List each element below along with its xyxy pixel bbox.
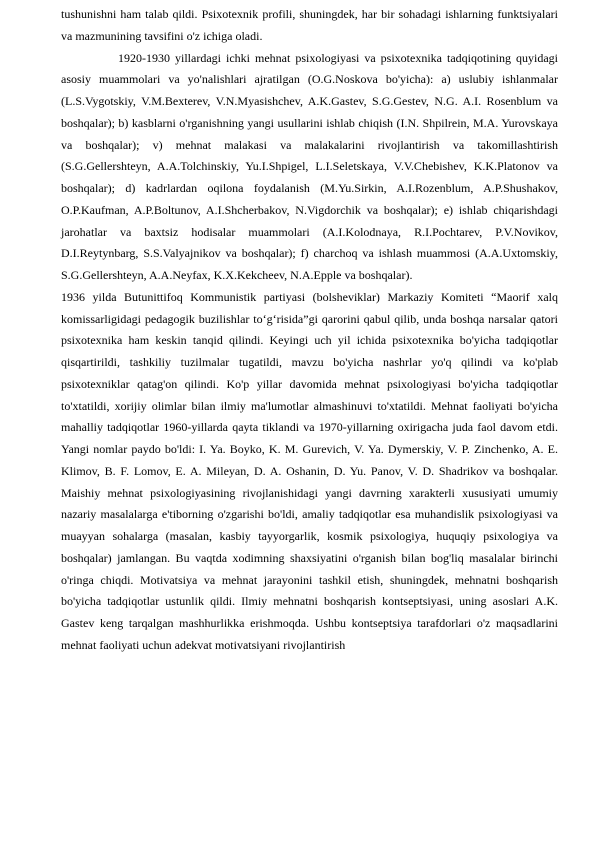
- paragraph-psychotechnic-profile: tushunishni ham talab qildi. Psixotexnik profili, shuningdek, har bir sohadagi ishlarning funktsiyalari va mazmunining tavsifini o'z ichiga oladi.: [61, 7, 558, 43]
- paragraph-history-1936: 1936 yilda Butunittifoq Kommunistik partiyasi (bolsheviklar) Markaziy Komiteti “Maorif xalq komissarligidagi pedagogik buzilishlar to‘g‘risida”gi qarorini qabul qilib, unda boshqa narsalar qatori psixotexnika ham keskin tanqid qilindi. Keyingi uch yil ichida psixotexnika bo'yicha tadqiqotlar qisqartirildi, tashkiliy tuzilmalar tugatildi, mavzu bo'yicha nashrlar yo'q qilindi va ko'plab psixotexniklar qatag'on qilindi. Ko'p yillar davomida mehnat psixologiyasi bo'yicha tadqiqotlar to'xtatildi, xorijiy olimlar bilan ilmiy ma'lumotlar almashinuvi to'xtatildi. Mehnat faoliyati bo'yicha mahalliy tadqiqotlar 1960-yillarda qayta tiklandi va 1970-yillarning oxirigacha juda faol davom etdi. Yangi nomlar paydo bo'ldi: I. Ya. Boyko, K. M. Gurevich, V. Ya. Dymerskiy, V. P. Zinchenko, A. E. Klimov, B. F. Lomov, E. A. Mileyan, D. A. Oshanin, D. Yu. Panov, V. D. Shadrikov va boshqalar. Maishiy mehnat psixologiyasining rivojlanishidagi yangi davrning xarakterli xususiyati umumiy nazariy masalalarga e'tiborning o'zgarishi bo'ldi, amaliy tadqiqotlar esa muhandislik psixologiyasi va muayyan sohalarga (masalan, kasbiy tayyorgarlik, kosmik psixologiya, huquqiy psixologiya va boshqalar) jamlangan. Bu vaqtda xodimning shaxsiyatini o'rganish bilan bog'liq masalalar birinchi o'ringa chiqdi. Motivatsiya va mehnat jarayonini tashkil etish, shuningdek, mehnatni boshqarish bo'yicha tadqiqotlar ustunlik qildi. Ilmiy mehnatni boshqarish kontseptsiyasi, uning asoslari A.K. Gastev keng tarqalgan mashhurlikka erishmoqda. Ushbu kontseptsiya tarafdorlari o'z maqsadlarini mehnat faoliyati uchun adekvat motivatsiyani rivojlantirish: [61, 289, 558, 652]
- document-page: [61, 0, 558, 657]
- paragraph-research-directions: 1920-1930 yillardagi ichki mehnat psixologiyasi va psixotexnika tadqiqotining quyidagi asosiy muammolari va yo'nalishlari ajratilgan (O.G.Noskova bo'yicha): a) uslubiy ishlanmalar (L.S.Vygotskiy, V.M.Bexterev, V.N.Myasishchev, A.K.Gastev, S.G.Gestev, N.G. A.I. Rosenblum va boshqalar); b) kasblarni o'rganishning yangi usullarini ishlab chiqish (I.N. Shpilrein, M.A. Yurovskaya va boshqalar); v) mehnat malakasi va malakalarini rivojlantirish va takomillashtirish (S.G.Gellershteyn, A.A.Tolchinskiy, Yu.I.Shpigel, L.I.Seletskaya, V.V.Chebishev, K.K.Platonov va boshqalar); d) kadrlardan oqilona foydalanish (M.Yu.Sirkin, A.I.Rozenblum, A.P.Shushakov, O.P.Kaufman, A.P.Boltunov, A.I.Shcherbakov, N.Vigdorchik va boshqalar); e) ishlab chiqarishdagi jarohatlar va baxtsiz hodisalar muammolari (A.I.Kolodnaya, R.I.Pochtarev, P.V.Novikov, D.I.Reytynbarg, S.S.Valyajnikov va boshqalar); f) charchoq va ishlash muammosi (A.A.Uxtomskiy, S.G.Gellershteyn, A.A.Neyfax, K.X.Kekcheev, N.A.Epple va boshqalar).: [61, 50, 558, 282]
